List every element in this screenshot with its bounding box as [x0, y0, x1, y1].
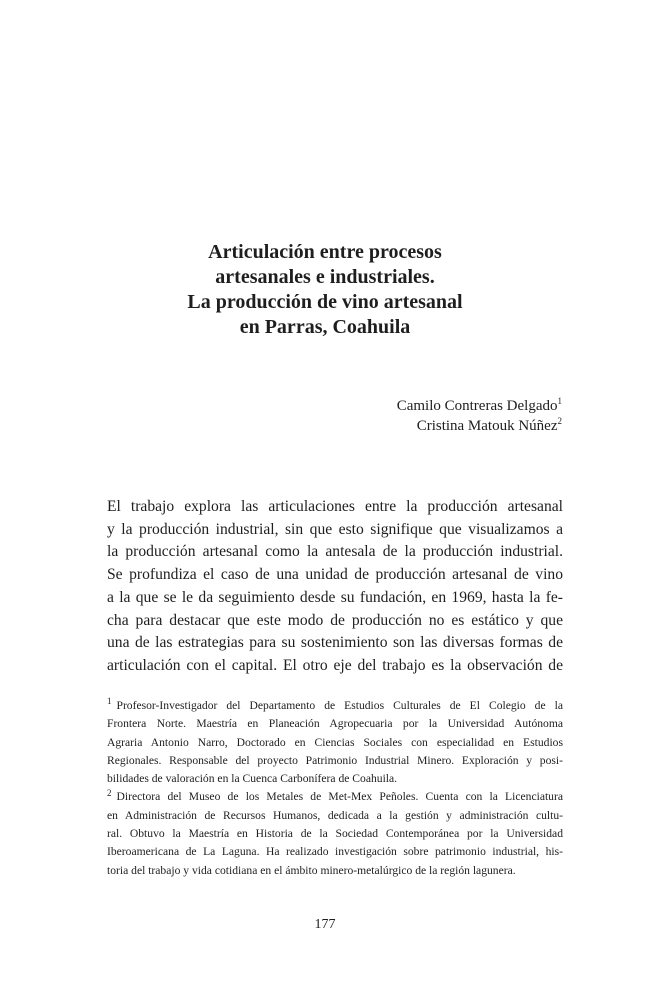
text-line: la producción artesanal como la antesala de la producción industrial. — [107, 543, 563, 561]
footnote-line: Regionales. Responsable del proyecto Patrimonio Industrial Minero. Exploración y posi- — [107, 753, 563, 767]
author-name: Cristina Matouk Núñez — [416, 418, 558, 434]
body-paragraph — [107, 496, 563, 678]
footnote-line: Agraria Antonio Narro, Doctorado en Ciencias Sociales con especialidad en Estudios — [107, 735, 563, 749]
author-list — [397, 396, 562, 436]
text-line: El trabajo explora las articulaciones entre la producción artesanal — [107, 498, 563, 515]
title-line: La producción de vino artesanal — [187, 291, 463, 313]
author-entry — [397, 396, 562, 416]
text-line: una de las estrategias para su sostenimiento son las diversas formas de — [107, 634, 563, 652]
text-line: Se profundiza el caso de una unidad de producción artesanal de vino — [107, 566, 563, 584]
chapter-title — [0, 240, 650, 340]
text-line: cha para destacar que este modo de producción no es estático y que — [107, 611, 563, 629]
author-entry — [397, 416, 562, 436]
footnote-line: $^1$ Profesor-Investigador del Departamento de Estudios Culturales de El Colegio de la — [107, 696, 563, 712]
footnotes-section — [107, 697, 563, 880]
footnote-line: Iberoamericana de La Laguna. Ha realizado investigación sobre patrimonio industrial, his- — [107, 845, 563, 859]
page-number: 177 — [314, 917, 336, 932]
footnote-reference: 2 — [557, 416, 562, 426]
footnote-line: $^2$ Directora del Museo de los Metales de Met-Mex Peñoles. Cuenta con la Licenciatura — [107, 787, 563, 804]
footnote-line: ral. Obtuvo la Maestría en Historia de la Sociedad Contemporánea por la Universidad — [107, 827, 563, 841]
title-line: en Parras, Coahuila — [239, 316, 411, 338]
footnote-line: toria del trabajo y vida cotidiana en el ámbito minero-metalúrgico de la región lagunera. — [107, 863, 516, 877]
footnote — [107, 697, 563, 788]
footnote-marker: 2 — [107, 787, 112, 798]
footnote-marker: 1 — [107, 696, 112, 707]
footnote — [107, 788, 563, 879]
text-line: a la que se le da seguimiento desde su fundación, en 1969, hasta la fe- — [107, 588, 563, 606]
text-line: articulación con el capital. El otro eje del trabajo es la observación de — [107, 656, 563, 674]
title-line: Articulación entre procesos — [208, 241, 442, 263]
footnote-line: en Administración de Recursos Humanos, dedicada a la gestión y administración cultu- — [107, 808, 563, 822]
footnote-line: Frontera Norte. Maestría en Planeación Agropecuaria por la Universidad Autónoma — [107, 717, 563, 731]
footnote-line: bilidades de valoración en la Cuenca Carbonífera de Coahuila. — [107, 772, 398, 786]
author-name: Camilo Contreras Delgado — [396, 398, 558, 414]
text-line: y la producción industrial, sin que esto signifique que visualizamos a — [107, 520, 563, 538]
title-line: artesanales e industriales. — [215, 266, 435, 288]
footnote-reference: 1 — [557, 396, 562, 406]
